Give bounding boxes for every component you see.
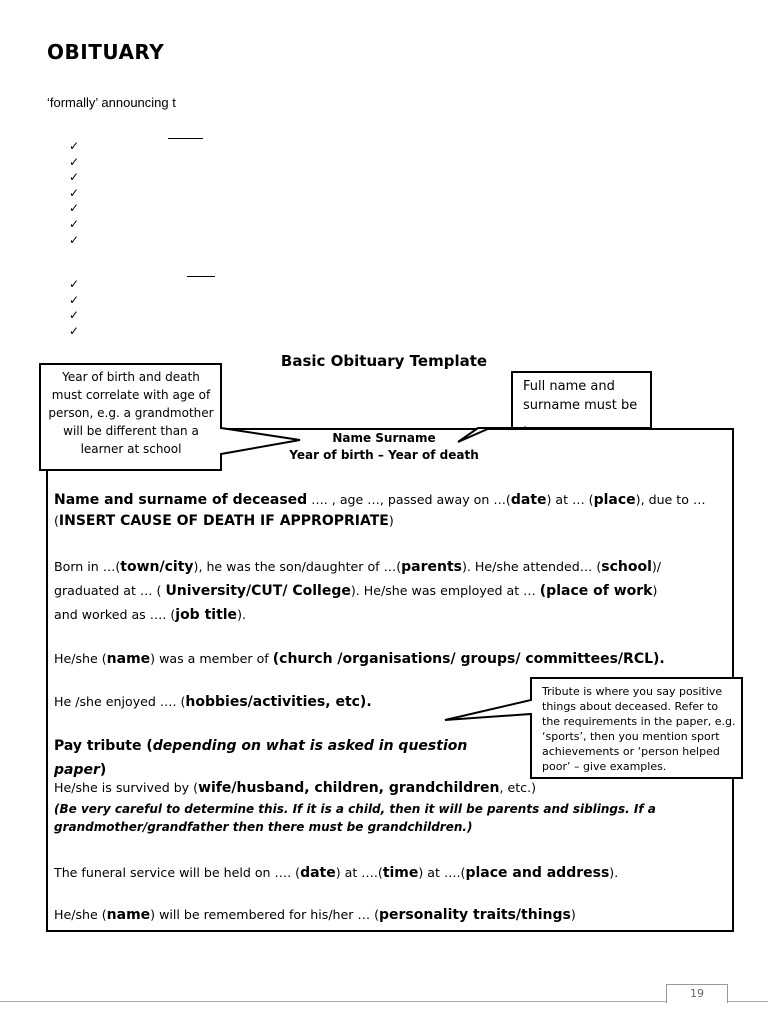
page-number: 19 [666, 984, 728, 1003]
check-icon: ✓ [69, 170, 80, 185]
callout-name-line3: . [523, 417, 528, 432]
callout-name-text [523, 377, 648, 432]
paragraph-survived-by: He/she is survived by (wife/husband, children, grandchildren, etc.) [54, 780, 537, 796]
page-title: OBITUARY [47, 40, 165, 64]
check-icon: ✓ [69, 292, 80, 307]
template-header [240, 430, 528, 464]
check-icon: ✓ [69, 277, 80, 291]
intro-text: ‘formally’ announcing t [47, 95, 176, 110]
callout-name-line1: Full name and [523, 379, 615, 394]
check-icon: ✓ [69, 185, 80, 200]
template-title: Basic Obituary Template [280, 352, 488, 370]
callout-name-line2: surname must be [523, 398, 638, 413]
survived-by-note: (Be very careful to determine this. If it is a child, then it will be parents and siblings. If a grandmother/grandfather then there must be grandchildren.) [54, 802, 656, 834]
callout-left-text: Year of birth and death must correlate with age of person, e.g. a grandmother will be different than a learner at school [48, 370, 214, 456]
paragraph-funeral: The funeral service will be held on …. (date) at ….(time) at ….(place and address). [54, 865, 619, 881]
paragraph-membership: He/she (name) was a member of (church /organisations/ groups/ committees/RCL). [54, 651, 665, 667]
footer-rule [0, 1001, 768, 1002]
check-icon: ✓ [69, 216, 80, 231]
check-icon: ✓ [69, 232, 80, 247]
callout-tribute-text: Tribute is where you say positive things about deceased. Refer to the requirements in the paper, e.g. ‘sports’, then you mention sport achievements or ‘person helped poor’ – give examples. [542, 685, 736, 773]
check-icon: ✓ [69, 154, 80, 169]
header-name: Name Surname [332, 431, 436, 445]
paragraph-tribute: Pay tribute (depending on what is asked in question paper) [54, 738, 468, 778]
paragraph-hobbies: He /she enjoyed …. (hobbies/activities, etc). [54, 694, 372, 710]
header-years: Year of birth – Year of death [289, 448, 479, 462]
check-icon: ✓ [69, 323, 80, 338]
check-icon: ✓ [69, 139, 80, 153]
check-icon: ✓ [69, 201, 80, 216]
paragraph-background: Born in …(town/city), he was the son/daughter of …(parents). He/she attended… (school)/ graduated at … ( University/CUT/ College). He/she was employed at … (place of work) and worked as …. (job title). [54, 559, 662, 623]
check-icon: ✓ [69, 308, 80, 323]
paragraph-remembered: He/she (name) will be remembered for his/her … (personality traits/things) [54, 907, 576, 923]
paragraph-name-death: Name and surname of deceased …. , age …, passed away on …(date) at … (place), due to … (INSERT CAUSE OF DEATH IF APPROPRIATE) [54, 492, 706, 529]
